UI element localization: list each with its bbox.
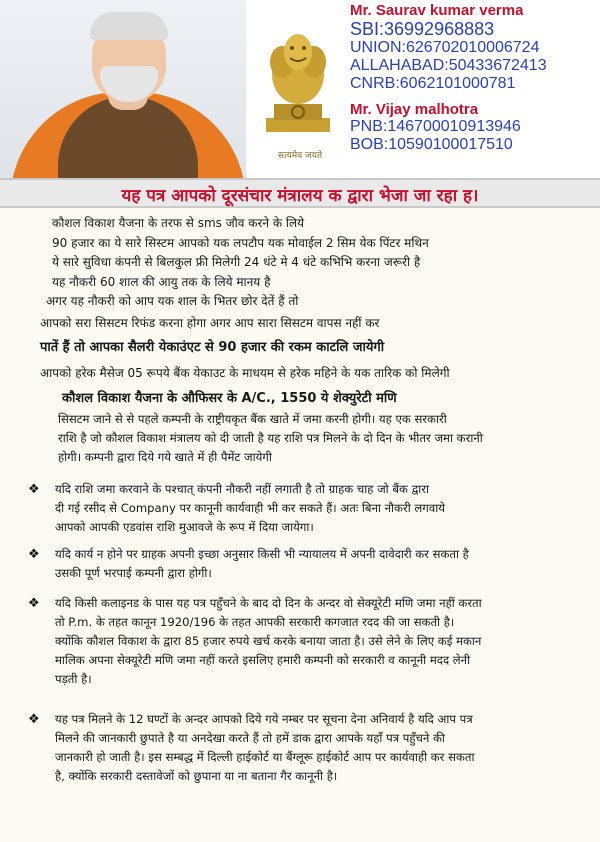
bullet-item (55, 480, 582, 537)
bullet-item (55, 594, 582, 689)
bank-accounts (350, 2, 600, 154)
bullet-item (55, 710, 582, 786)
security-deposit-paragraph (58, 410, 585, 467)
bullet-line: यदि कार्य न होने पर ग्राहक अपनी इच्छा अनुसार किसी भी न्यायालय में अपनी दावेदारी कर सकता है (55, 547, 469, 561)
emblem-motto: सत्यमेव जयते (277, 151, 323, 161)
bullet-item (55, 545, 582, 583)
body-line: कौशल विकाश यैजना के औफिसर के A/C., 1550 ये शेक्युरेटी मणि (62, 391, 397, 406)
account-number: ALLAHABAD:50433672413 (350, 57, 547, 74)
bullet-line: आपको आपकी एडवांस राशि मुआवजे के रूप में दिया जायेगा। (55, 520, 314, 534)
bullet-line: तो P.m. के तहत कानून 1920/196 के तहत आपकी सरकारी कगजात रदद की जा सकती है। (55, 615, 455, 629)
account-holder-name: Mr. Saurav kumar verma (350, 2, 524, 19)
bullet-icon: ❖ (28, 596, 40, 611)
bullet-line: है, क्योंकि सरकारी दस्तावेजों को छुपाना या ना बताना गैर कानूनी है। (55, 769, 338, 783)
account-number: PNB:146700010913946 (350, 118, 521, 135)
body-line: कौशल विकाश यैजना के तरफ से sms जौव करने के लिये (52, 216, 305, 230)
account-number: CNRB:6062101000781 (350, 75, 516, 92)
title-banner (0, 178, 600, 208)
banner-title: यह पत्र आपको दूरसंचार मंत्रालय क द्वारा भेजा जा रहा ह। (121, 186, 479, 206)
bullet-line: यह पत्र मिलने के 12 घण्टों के अन्दर आपको दिये गये नम्बर पर सूचना देना अनिवार्य है यदि आप पत्र (55, 712, 473, 726)
para-line: सिसटम जाने से से पहले कम्पनी के राष्ट्रीयकृत बैंक खाते में जमा करनी होगी। यह एक सरकारी (58, 412, 447, 426)
bullet-line: उसकी पूर्ण भरपाई कम्पनी द्वारा होगी। (55, 566, 212, 580)
bullet-icon: ❖ (28, 712, 40, 727)
bullet-line: यदि किसी कलाइनड के पास यह पत्र पहुँचने के बाद दो दिन के अन्दर वो सेक्यूरेटी मणि जमा नहीं करता (55, 596, 482, 610)
body-line: आपको हरेक मैसेज 05 रूपये बैंक येकाउट के माधयम से हरेक महिने के यक तारिक को मिलेगी (40, 366, 450, 380)
letter-header (0, 0, 600, 178)
bullet-line: मिलने की जानकारी छुपाते है या अनदेखा करते हैं तो हमें डाक द्वारा आपके यहाँ पत्र पहुँचने की (55, 731, 445, 745)
portrait-photo (0, 0, 246, 178)
national-emblem-icon (256, 22, 340, 150)
bullet-line: जानकारी हो जाती है। इस सम्बद्ध में दिल्ली हाईकोर्ट या बैंग्लूरू हाईकोर्ट आप पर कार्यवाही कर सकता (55, 750, 475, 764)
body-line: आपको सरा सिसटम रिफंड करना होगा अगर आप सारा सिसटम वापस नहीं कर (40, 316, 380, 330)
bullet-line: क्योंकि कौशल विकाश के द्वारा 85 हजार रुपये खर्च करके बनाया जाता है। उसे लेने के लिए कई मकान (55, 634, 482, 648)
body-line: अगर यह नौकरी को आप यक शाल के भितर छोर देतें हैं तो (46, 294, 299, 308)
para-line: राशि है जो कौशल विकाश मंत्रालय को दी जाती है यह राशि पत्र मिलने के दो दिन के भीतर जमा करानी (58, 431, 483, 445)
account-number: SBI:36992968883 (350, 19, 495, 39)
body-line: यह नौकरी 60 शाल की आयु तक के लिये मानय है (52, 275, 271, 289)
bullet-line: यदि राशि जमा करवाने के पश्चात् कंपनी नौकरी नहीं लगाती है तो ग्राहक चाह जो बैंक द्वारा (55, 482, 429, 496)
account-number: UNION:626702010006724 (350, 39, 540, 56)
bullet-icon: ❖ (28, 482, 40, 497)
body-line: 90 हजार का ये सारे सिस्टम आपको यक लपटौप यक मोवाईल 2 सिम येक पिंटर मथिन (52, 236, 429, 250)
body-line: ये सारे सुविधा कंपनी से बिलकुल फ्री मिलेगी 24 धंटे मे 4 धंटे कभिभि करना जरूरी है (52, 255, 421, 269)
bullet-line: पड़ती है। (55, 672, 92, 686)
bullet-line: मालिक अपना सेक्यूरेटी मणि जमा नहीं करते इसलिए हमारी कम्पनी को सरकारी व कानूनी मदद लेनी (55, 653, 471, 667)
account-holder-name: Mr. Vijay malhotra (350, 101, 479, 118)
body-line: पातें हैं तो आपका सैलरी येकाउंएट से 90 हजार की रकम काटलि जायेगी (40, 340, 385, 355)
bullet-line: दी गई रसीद से Company पर कानूनी कार्यवाही भी कर सकते हैं। अतः बिना नौकरी लगवाये (55, 501, 445, 515)
bullet-icon: ❖ (28, 547, 40, 562)
account-number: BOB:10590100017510 (350, 136, 513, 153)
para-line: होगी। कम्पनी द्वारा दिये गये खाते में ही पैमेंट जायेगी (58, 450, 272, 464)
